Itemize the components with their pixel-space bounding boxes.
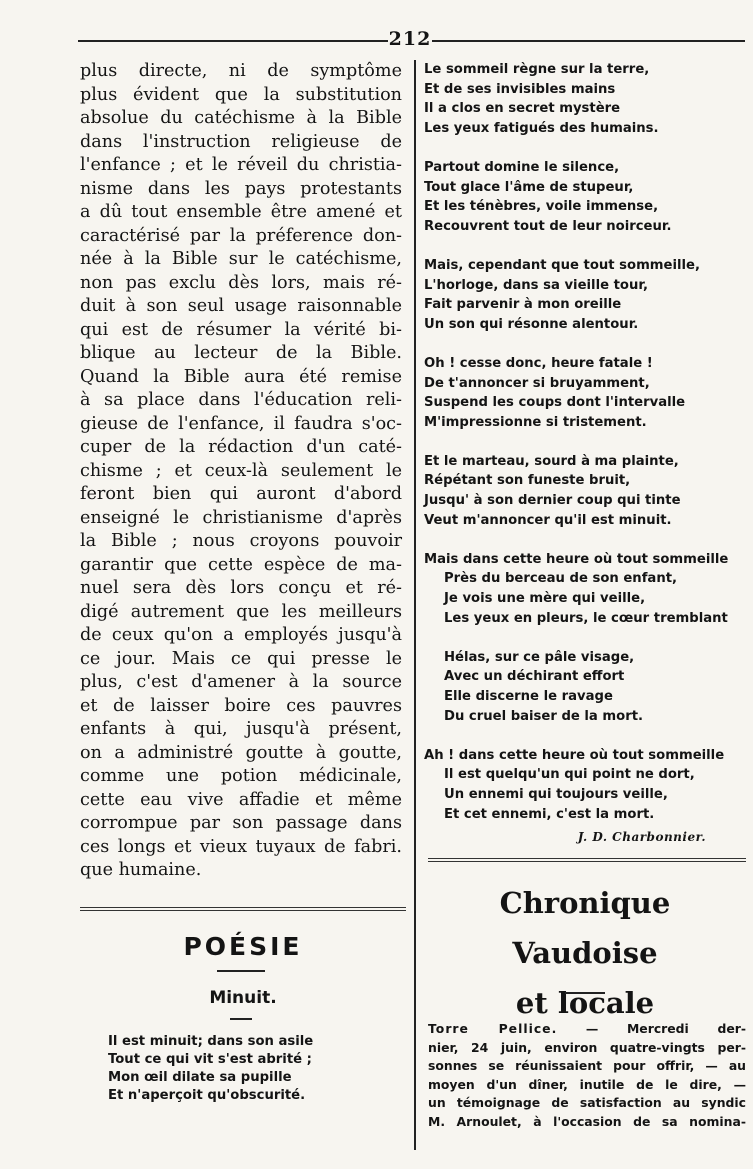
- poem-stanza: [424, 354, 746, 432]
- poem-line: Tout glace l'âme de stupeur,: [424, 179, 634, 195]
- poem-line: Ah ! dans cette heure où tout sommeille: [424, 747, 725, 763]
- poem-line: Recouvrent tout de leur noirceur.: [424, 218, 672, 234]
- poem-line: Un son qui résonne alentour.: [424, 316, 639, 332]
- prose-line: comme une potion médicinale,: [80, 766, 402, 786]
- poem-line: Jusqu' à son dernier coup qui tinte: [424, 493, 681, 509]
- prose-line: gieuse de l'enfance, il faudra s'oc-: [80, 413, 402, 434]
- poem-line: Les yeux fatigués des humains.: [424, 120, 659, 136]
- poem-stanza: [424, 60, 746, 138]
- poem-line: Et cet ennemi, c'est la mort.: [444, 806, 655, 822]
- prose-line: caractérisé par la préference don-: [80, 225, 402, 246]
- poem-line: Près du berceau de son enfant,: [444, 571, 678, 587]
- header-rule-right: [432, 40, 745, 42]
- chronique-title-line-1: Chronique Vaudoise: [499, 886, 671, 970]
- poem-line: Je vois une mère qui veille,: [444, 591, 646, 607]
- prose-line: ces longs et vieux tuyaux de fabri.: [80, 836, 402, 857]
- prose-line: de ceux qu'on a employés jusqu'à: [80, 625, 402, 645]
- prose-line: née à la Bible sur le catéchisme,: [80, 249, 402, 269]
- poem-stanza: [424, 158, 746, 236]
- prose-line: corrompue par son passage dans: [80, 813, 402, 833]
- news-item-torre-pellice: [428, 1020, 746, 1132]
- poem-line: Et les ténèbres, voile immense,: [424, 199, 659, 215]
- poem-title-rule: [230, 1018, 252, 1020]
- prose-line: blique au lecteur de la Bible.: [80, 343, 402, 363]
- poem-line: Tout ce qui vit s'est abrité ;: [108, 1052, 312, 1067]
- poem-line: M'impressionne si tristement.: [424, 414, 647, 430]
- poem-line: Fait parvenir à mon oreille: [424, 297, 622, 313]
- news-line: — Mercredi der-: [557, 1021, 746, 1036]
- prose-line: Quand la Bible aura été remise: [80, 366, 402, 387]
- column-divider: [414, 60, 416, 1150]
- poem-line: Les yeux en pleurs, le cœur tremblant: [444, 610, 728, 626]
- poem-stanza-7: [424, 648, 746, 726]
- news-line: un témoignage de satisfaction au syndic: [428, 1095, 746, 1111]
- news-line: moyen d'un dîner, inutile de le dire, —: [428, 1076, 746, 1092]
- poem-title: Minuit.: [209, 988, 277, 1008]
- prose-line: ce jour. Mais ce qui presse le: [80, 648, 402, 669]
- chronique-short-rule: [565, 992, 605, 994]
- prose-line: feront bien qui auront d'abord: [80, 484, 402, 504]
- poem-continuation: [424, 60, 746, 848]
- poem-line: Un ennemi qui toujours veille,: [444, 786, 668, 802]
- prose-line: absolue du catéchisme à la Bible: [80, 108, 402, 128]
- poem-line: Il a clos en secret mystère: [424, 101, 621, 117]
- poesie-short-rule: [217, 970, 265, 972]
- poem-line: Il est quelqu'un qui point ne dort,: [444, 767, 695, 783]
- poem-line: Partout domine le silence,: [424, 159, 620, 175]
- poem-line: Le sommeil règne sur la terre,: [424, 62, 650, 77]
- prose-line: enseigné le christianisme d'après: [80, 507, 402, 528]
- poem-line: Il est minuit; dans son asile: [108, 1034, 314, 1049]
- prose-line: et de laisser boire ces pauvres: [80, 695, 402, 716]
- news-line-first: [428, 1020, 746, 1039]
- prose-line: dans l'instruction religieuse de: [80, 131, 402, 152]
- prose-line: cuper de la rédaction d'un caté-: [80, 437, 402, 457]
- news-line: sonnes se réunissaient pour offrir, — au: [428, 1058, 746, 1074]
- poem-line: Mais dans cette heure où tout sommeille: [424, 551, 729, 567]
- prose-line: chisme ; et ceux-là seulement le: [80, 460, 402, 481]
- section-separator-left: [80, 907, 406, 911]
- prose-line: plus directe, ni de symptôme: [80, 61, 402, 81]
- prose-line: la Bible ; nous croyons pouvoir: [80, 531, 402, 551]
- news-place: Torre Pellice.: [428, 1021, 558, 1036]
- news-line: nier, 24 juin, environ quatre-vingts per-: [428, 1039, 746, 1055]
- prose-line: digé autrement que les meilleurs: [80, 601, 402, 622]
- prose-line: plus, c'est d'amener à la source: [80, 672, 402, 692]
- prose-line: nuel sera dès lors conçu et ré-: [80, 578, 402, 598]
- chronique-title-line-2: et locale: [515, 986, 655, 1020]
- prose-line: qui est de résumer la vérité bi-: [80, 319, 402, 340]
- prose-line: à sa place dans l'éducation reli-: [80, 390, 402, 410]
- poem-stanza: [424, 256, 746, 334]
- poem-stanza: [424, 452, 746, 530]
- article-body-left: [80, 60, 402, 883]
- page-number: 212: [388, 28, 432, 50]
- poem-line: Veut m'annoncer qu'il est minuit.: [424, 512, 672, 528]
- poem-line: Et le marteau, sourd à ma plainte,: [424, 453, 679, 469]
- poem-line: L'horloge, dans sa vieille tour,: [424, 277, 648, 293]
- poem-line: Mais, cependant que tout sommeille,: [424, 257, 701, 273]
- prose-line: a dû tout ensemble être amené et: [80, 202, 402, 222]
- poem-line: Hélas, sur ce pâle visage,: [444, 649, 635, 665]
- poem-line: Elle discerne le ravage: [444, 689, 613, 704]
- prose-line: enfants à qui, jusqu'à présent,: [80, 719, 402, 739]
- poem-stanza-8: [424, 746, 746, 824]
- poem-line: Et n'aperçoit qu'obscurité.: [108, 1088, 306, 1103]
- prose-line: cette eau vive affadie et même: [80, 789, 402, 810]
- poem-line: De t'annoncer si bruyamment,: [424, 375, 650, 391]
- chronique-heading: [424, 878, 746, 1028]
- prose-line: nisme dans les pays protestants: [80, 178, 402, 199]
- poem-line: Du cruel baiser de la mort.: [444, 708, 644, 724]
- poem-stanza-6: [424, 550, 746, 628]
- prose-line: on a administré goutte à goutte,: [80, 742, 402, 763]
- news-line: M. Arnoulet, à l'occasion de sa nomina-: [428, 1113, 746, 1129]
- prose-line: l'enfance ; et le réveil du christia-: [80, 155, 402, 175]
- poem-stanza-1: [108, 1033, 408, 1105]
- header-rule-left: [78, 40, 388, 42]
- poem-line: Et de ses invisibles mains: [424, 81, 616, 97]
- poem-line: Mon œil dilate sa pupille: [108, 1070, 292, 1085]
- poem-line: Oh ! cesse donc, heure fatale !: [424, 355, 653, 371]
- prose-line: garantir que cette espèce de ma-: [80, 554, 402, 575]
- section-separator-right: [428, 858, 746, 862]
- poem-line: Suspend les coups dont l'intervalle: [424, 395, 686, 411]
- poem-signature: J. D. Charbonnier.: [577, 830, 706, 845]
- poesie-heading: POÉSIE: [183, 932, 303, 961]
- prose-line: duit à son seul usage raisonnable: [80, 296, 402, 316]
- prose-line: non pas exclu dès lors, mais ré-: [80, 272, 402, 293]
- poem-line: Répétant son funeste bruit,: [424, 473, 631, 489]
- prose-line: que humaine.: [80, 860, 202, 880]
- poem-line: Avec un déchirant effort: [444, 669, 625, 685]
- prose-line: plus évident que la substitution: [80, 84, 402, 105]
